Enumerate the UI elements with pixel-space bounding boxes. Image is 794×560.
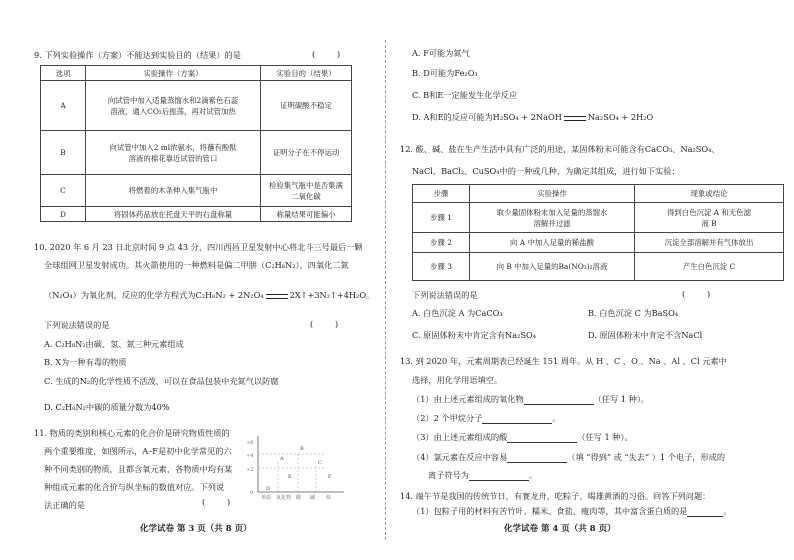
- q9-row-a-op-line1: 向试管中加入适量蒸馏水和2滴紫色石蕊: [107, 95, 239, 105]
- q9-row-a-purpose: 证明碳酸不稳定: [261, 81, 352, 131]
- q12-row2-step: 步骤 2: [413, 233, 470, 253]
- q12-header-result: 现象或结论: [635, 185, 784, 203]
- q9-row-b-op-line1: 向试管中加入2 ml浓氨水，将蘸有酚酞: [109, 142, 237, 152]
- q12-row-step2: [413, 233, 784, 253]
- q9-stem: 9. 下列实验操作（方案）不能达到实验目的（结果）的是: [34, 50, 241, 60]
- q13-sub3-suffix: （任写 1 种）。: [577, 432, 633, 442]
- q9-row-b-purpose: 证明分子在不停运动: [261, 131, 352, 175]
- q13-sub4: [412, 452, 725, 463]
- graph-ytick: +4: [246, 453, 254, 459]
- graph-ytick: 0: [250, 490, 254, 496]
- q12-line2: NaCl、BaCl₂、CuSO₄中的一种或几种，为确定其组成，进行如下实验：: [412, 166, 680, 176]
- q13-sub4-ion-prompt: 离子符号为: [428, 470, 469, 480]
- q12-row1-operation: [470, 203, 635, 233]
- q13-sub1-prompt: （1）由上述元素组成的氧化物: [412, 394, 524, 404]
- q10-option-c: C. 生成的N₂的化学性质不活泼，可以在食品包装中充氮气以防腐: [44, 376, 279, 386]
- q10-option-a: A. C₂H₈N₂由碳、氢、氮三种元素组成: [44, 339, 184, 349]
- q12-option-c: C. 原固体粉末中肯定含有Na₂SO₄: [412, 330, 536, 340]
- q14-sub1-suffix: 。: [723, 506, 732, 516]
- q13-sub1-blank[interactable]: [524, 395, 594, 405]
- graph-point-label: B: [300, 446, 304, 452]
- q12-table: [412, 184, 784, 281]
- q14-sub1-prompt: （1）包粽子用的材料有苦竹叶、糯米、食盐、瘦肉等，其中富含蛋白质的是: [412, 506, 688, 516]
- q11-option-c: C. B和E一定能发生化学反应: [412, 90, 518, 100]
- footer-left: 化学试卷 第 3 页（共 8 页）: [140, 524, 252, 534]
- q10-option-d: D. C₂H₈N₂中碳的质量分数为40%: [44, 402, 170, 412]
- q11-valence-graph: [246, 432, 346, 500]
- q13-line2: 选择，用化学用语填空。: [412, 375, 503, 385]
- q11-option-d-reactants: D. A和E的反应可能为H₂SO₄ + 2NaOH: [412, 112, 562, 122]
- q12-row3-result: 产生白色沉淀 C: [635, 253, 784, 281]
- q13-sub4-blank1[interactable]: [507, 453, 567, 463]
- q9-row-b-operation: [86, 131, 261, 175]
- graph-xtick: 单质: [261, 495, 272, 500]
- q13-sub3: [412, 432, 633, 443]
- q9-header-purpose: 实验目的（结果）: [261, 66, 352, 81]
- q14-sub1-blank[interactable]: [687, 507, 723, 517]
- graph-xtick: 碱: [310, 495, 316, 500]
- graph-point-label: E: [288, 474, 292, 480]
- q13-sub2-suffix: 。: [552, 413, 561, 423]
- q9-header-option: 选项: [41, 66, 86, 81]
- q12-row2-result: 沉淀全部溶解并有气体放出: [635, 233, 784, 253]
- graph-xtick: 盐: [326, 495, 332, 500]
- q10-equation: [44, 290, 374, 301]
- q10-ask: 下列说法错误的是: [44, 320, 110, 330]
- graph-point-label: A: [280, 456, 284, 462]
- q13-sub2-blank[interactable]: [482, 414, 552, 424]
- graph-point-label: D: [266, 486, 271, 492]
- q13-sub3-prompt: （3）由上述元素组成的酸: [412, 432, 508, 442]
- q13-sub4-suffix: 。: [528, 470, 538, 480]
- q11-line5: 法正确的是: [44, 500, 85, 510]
- q9-row-a: [41, 81, 352, 131]
- graph-point-label: C: [318, 460, 322, 466]
- q11-option-d-products: Na₂SO₄ + 2H₂O: [587, 112, 654, 122]
- q9-row-a-op-line2: 溶液，通入CO₂后振荡，再对试管加热: [110, 106, 236, 116]
- graph-xtick: 酸: [296, 495, 302, 500]
- q11-option-d: [412, 112, 653, 123]
- q13-sub4-prompt: （4）氯元素在反应中容易: [412, 452, 508, 462]
- q10-equation-reactants: （N₂O₄）为氧化剂，反应的化学方程式为C₂H₈N₂ + 2N₂O₄: [44, 290, 264, 300]
- q9-row-c-option: C: [41, 175, 86, 207]
- q10-equation-products: 2X↑+3N₂↑+4H₂O。: [289, 290, 375, 300]
- q9-row-c-operation: 将燃着的木条伸入集气瓶中: [86, 175, 261, 207]
- q11-line4: 种组成元素的化合价与纵坐标的数值对应。下列说: [44, 482, 225, 492]
- q12-row1-result: [635, 203, 784, 233]
- q9-row-d-option: D: [41, 207, 86, 222]
- q12-row1-res-line1: 得到白色沉淀 A 和无色滤: [667, 207, 751, 217]
- q12-line1: 12. 酸、碱、盐在生产生活中具有广泛的用途，某固体粉末可能含有CaCO₃、Na₂SO₄、: [400, 144, 720, 154]
- column-divider: [385, 40, 386, 540]
- q12-row2-operation: 向 A 中加入足量的稀盐酸: [470, 233, 635, 253]
- q11-option-b: B. D可能为Fe₂O₃: [412, 68, 478, 78]
- q12-header-operation: 实验操作: [470, 185, 635, 203]
- q12-row3-operation: 向 B 中加入足量的Ba(NO₃)₂溶液: [470, 253, 635, 281]
- q10-line1: 10. 2020 年 6 月 23 日北京时间 9 点 43 分，四川西昌卫星发射中心将北斗三号最后一颗: [34, 242, 363, 252]
- q13-sub4-cont: [428, 470, 537, 481]
- q13-sub2-prompt: （2）2 个甲烷分子: [412, 413, 483, 423]
- q10-line2: 全球组网卫星发射成功。其火箭使用的一种燃料是偏二甲肼（C₂H₈N₂），四氧化二氮: [44, 260, 349, 270]
- q12-row1-op-line1: 取少量固体粉末加入足量的蒸馏水: [496, 207, 608, 217]
- q12-header-step: 步骤: [413, 185, 470, 203]
- q9-row-b: [41, 131, 352, 175]
- q11-line2: 两个重要维度，如图所示，A–F是初中化学常见的六: [44, 446, 232, 456]
- graph-point-label: F: [328, 474, 332, 480]
- q13-sub1: [412, 394, 649, 405]
- left-page: [0, 0, 385, 560]
- q13-line1: 13. 到 2020 年，元素周期表已经诞生 151 周年。从 H 、C 、O 、Na 、Al 、Cl 元素中: [400, 356, 727, 366]
- q14-line1: 14. 端午节是我国的传统节日，有赛龙舟、吃粽子、喝雄黄酒的习俗。回答下列问题：: [400, 491, 711, 501]
- q9-row-c-res-line1: 检验集气瓶中是否集满: [269, 180, 343, 190]
- q13-sub1-suffix: （任写 1 种）。: [593, 394, 650, 404]
- q9-table: [40, 65, 352, 222]
- q12-row1-step: 步骤 1: [413, 203, 470, 233]
- q10-option-b: B. X为一种有毒的物质: [44, 357, 127, 367]
- q11-answer-paren: ( ): [202, 498, 231, 508]
- footer-right: 化学试卷 第 4 页（共 8 页）: [504, 524, 616, 534]
- q11-line1: 11. 物质的类别和核心元素的化合价是研究物质性质的: [34, 428, 230, 438]
- q13-sub3-blank[interactable]: [507, 433, 577, 443]
- q12-option-d: D. 原固体粉末中肯定不含NaCl: [588, 330, 703, 340]
- equals-sign: [266, 294, 288, 299]
- q11-line3: 种不同类别的物质，且都含氧元素，各物质中均有某: [44, 464, 233, 474]
- q9-row-b-op-line2: 溶液的棉花靠近试管的管口: [128, 153, 218, 163]
- right-page: [392, 0, 794, 560]
- q9-row-c: [41, 175, 352, 207]
- q9-row-c-purpose: [261, 175, 352, 207]
- q9-answer-paren: ( ): [312, 50, 341, 60]
- q9-row-b-option: B: [41, 131, 86, 175]
- q12-row1-op-line2: 溶解并过滤: [533, 218, 571, 228]
- q12-option-a: A. 白色沉淀 A 为CaCO₃: [412, 308, 503, 318]
- q14-sub1: [412, 506, 732, 517]
- q9-row-d-operation: 将固体药品放在托盘天平的右盘称量: [86, 207, 261, 222]
- q9-row-d-purpose: 称量结果可能偏小: [261, 207, 352, 222]
- q12-ask: 下列说法错误的是: [412, 290, 478, 300]
- q12-row1-res-line2: 液 B: [701, 218, 717, 228]
- q9-row-a-option: A: [41, 81, 86, 131]
- q12-row3-step: 步骤 3: [413, 253, 470, 281]
- q13-sub2: [412, 413, 561, 424]
- q13-sub4-blank2[interactable]: [469, 471, 529, 481]
- q9-row-c-res-line2: 二氧化碳: [291, 191, 321, 201]
- q9-row-d: [41, 207, 352, 222]
- graph-ytick: +2: [246, 467, 254, 473]
- q10-answer-paren: ( ): [310, 320, 339, 330]
- q12-option-b: B. 白色沉淀 C 为BaSO₄: [588, 308, 679, 318]
- q13-sub4-middle: （填 “得到” 或 “失去” ）1 个电子，形成的: [567, 452, 726, 462]
- q9-row-a-operation: [86, 81, 261, 131]
- q12-row-step3: [413, 253, 784, 281]
- q12-answer-paren: ( ): [682, 290, 711, 300]
- graph-xtick: 氧化物: [276, 495, 292, 500]
- q11-option-a: A. F可能为氮气: [412, 48, 470, 58]
- q12-row-step1: [413, 203, 784, 233]
- equals-sign: [564, 116, 586, 121]
- graph-ytick: +6: [246, 440, 254, 446]
- q9-header-operation: 实验操作（方案）: [86, 66, 261, 81]
